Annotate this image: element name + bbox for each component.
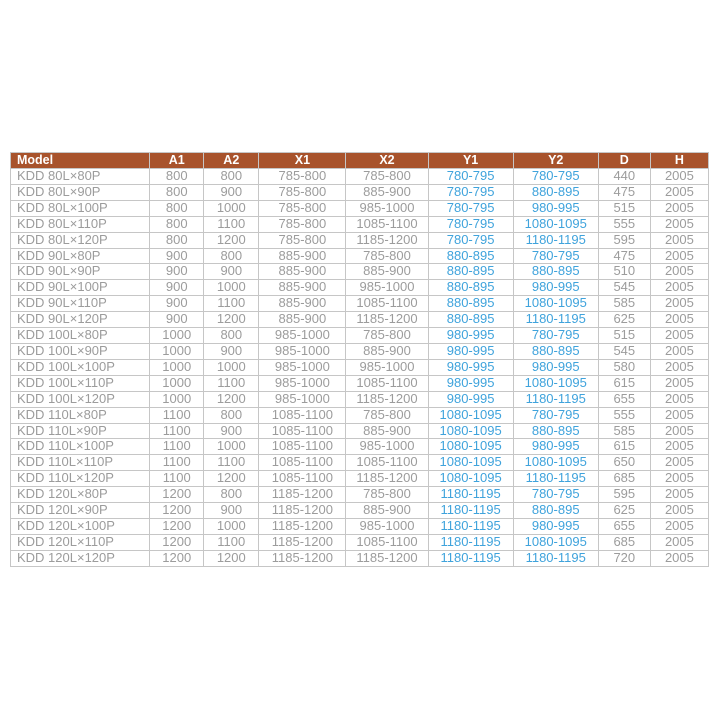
cell-a2: 1200 <box>204 550 259 566</box>
spec-table <box>10 152 709 567</box>
cell-a2: 900 <box>204 343 259 359</box>
cell-a2: 1000 <box>204 280 259 296</box>
cell-x2: 1085-1100 <box>346 216 428 232</box>
cell-y1: 980-995 <box>428 359 513 375</box>
cell-x2: 885-900 <box>346 503 428 519</box>
cell-x1: 785-800 <box>259 216 346 232</box>
cell-y2: 780-795 <box>513 407 598 423</box>
cell-h: 2005 <box>650 343 708 359</box>
cell-y2: 880-895 <box>513 264 598 280</box>
cell-h: 2005 <box>650 216 708 232</box>
cell-x2: 985-1000 <box>346 439 428 455</box>
cell-y1: 980-995 <box>428 343 513 359</box>
cell-x1: 985-1000 <box>259 391 346 407</box>
cell-a2: 1100 <box>204 534 259 550</box>
cell-h: 2005 <box>650 455 708 471</box>
table-row <box>11 264 709 280</box>
cell-model: KDD 110L×120P <box>11 471 150 487</box>
cell-a1: 1100 <box>150 423 204 439</box>
table-row <box>11 184 709 200</box>
cell-a1: 1000 <box>150 359 204 375</box>
cell-x2: 1185-1200 <box>346 232 428 248</box>
table-row <box>11 312 709 328</box>
cell-x2: 985-1000 <box>346 280 428 296</box>
cell-d: 615 <box>598 375 650 391</box>
cell-a1: 1200 <box>150 550 204 566</box>
cell-model: KDD 80L×110P <box>11 216 150 232</box>
cell-a1: 900 <box>150 248 204 264</box>
cell-x2: 985-1000 <box>346 359 428 375</box>
cell-a1: 1200 <box>150 534 204 550</box>
cell-y2: 1080-1095 <box>513 534 598 550</box>
cell-a2: 1100 <box>204 455 259 471</box>
cell-a1: 800 <box>150 200 204 216</box>
cell-y2: 980-995 <box>513 200 598 216</box>
cell-d: 595 <box>598 487 650 503</box>
cell-x1: 1085-1100 <box>259 471 346 487</box>
cell-y2: 1180-1195 <box>513 391 598 407</box>
cell-h: 2005 <box>650 439 708 455</box>
table-row <box>11 471 709 487</box>
table-row <box>11 280 709 296</box>
cell-a1: 900 <box>150 296 204 312</box>
cell-a1: 1100 <box>150 407 204 423</box>
cell-model: KDD 80L×120P <box>11 232 150 248</box>
cell-d: 625 <box>598 312 650 328</box>
cell-x1: 985-1000 <box>259 328 346 344</box>
cell-x1: 785-800 <box>259 169 346 185</box>
cell-d: 655 <box>598 518 650 534</box>
cell-x2: 785-800 <box>346 248 428 264</box>
cell-x2: 1085-1100 <box>346 534 428 550</box>
cell-y2: 1180-1195 <box>513 312 598 328</box>
cell-x2: 985-1000 <box>346 518 428 534</box>
cell-x2: 785-800 <box>346 169 428 185</box>
cell-a1: 800 <box>150 184 204 200</box>
cell-h: 2005 <box>650 184 708 200</box>
column-header-a2: A2 <box>204 153 259 169</box>
cell-x2: 1085-1100 <box>346 296 428 312</box>
cell-x1: 1085-1100 <box>259 455 346 471</box>
cell-a2: 1200 <box>204 471 259 487</box>
cell-a1: 900 <box>150 280 204 296</box>
cell-d: 545 <box>598 280 650 296</box>
cell-model: KDD 100L×110P <box>11 375 150 391</box>
cell-d: 475 <box>598 248 650 264</box>
table-body <box>11 169 709 567</box>
cell-a2: 1100 <box>204 375 259 391</box>
cell-d: 720 <box>598 550 650 566</box>
cell-model: KDD 110L×80P <box>11 407 150 423</box>
cell-model: KDD 110L×90P <box>11 423 150 439</box>
cell-d: 595 <box>598 232 650 248</box>
cell-x1: 985-1000 <box>259 359 346 375</box>
cell-y2: 1180-1195 <box>513 550 598 566</box>
cell-x2: 1185-1200 <box>346 312 428 328</box>
table-row <box>11 343 709 359</box>
cell-h: 2005 <box>650 296 708 312</box>
cell-model: KDD 80L×80P <box>11 169 150 185</box>
cell-x2: 885-900 <box>346 264 428 280</box>
cell-h: 2005 <box>650 359 708 375</box>
cell-a2: 800 <box>204 487 259 503</box>
cell-a1: 1000 <box>150 343 204 359</box>
cell-h: 2005 <box>650 248 708 264</box>
cell-a2: 1000 <box>204 439 259 455</box>
cell-model: KDD 100L×80P <box>11 328 150 344</box>
cell-x2: 785-800 <box>346 407 428 423</box>
cell-y1: 1180-1195 <box>428 534 513 550</box>
cell-d: 585 <box>598 423 650 439</box>
cell-a2: 1000 <box>204 200 259 216</box>
table-row <box>11 359 709 375</box>
cell-y2: 980-995 <box>513 518 598 534</box>
cell-x2: 1185-1200 <box>346 471 428 487</box>
cell-d: 515 <box>598 200 650 216</box>
cell-a1: 1000 <box>150 328 204 344</box>
cell-y1: 1080-1095 <box>428 439 513 455</box>
cell-y2: 780-795 <box>513 328 598 344</box>
table-row <box>11 550 709 566</box>
cell-x2: 1185-1200 <box>346 391 428 407</box>
cell-d: 615 <box>598 439 650 455</box>
table-row <box>11 296 709 312</box>
table-row <box>11 375 709 391</box>
cell-model: KDD 120L×100P <box>11 518 150 534</box>
cell-x1: 985-1000 <box>259 375 346 391</box>
cell-h: 2005 <box>650 550 708 566</box>
cell-a2: 800 <box>204 328 259 344</box>
cell-x2: 785-800 <box>346 328 428 344</box>
cell-h: 2005 <box>650 169 708 185</box>
cell-h: 2005 <box>650 375 708 391</box>
table-row <box>11 169 709 185</box>
cell-y1: 980-995 <box>428 375 513 391</box>
table-row <box>11 328 709 344</box>
cell-a2: 900 <box>204 503 259 519</box>
cell-y1: 1080-1095 <box>428 455 513 471</box>
table-row <box>11 200 709 216</box>
cell-y2: 780-795 <box>513 248 598 264</box>
cell-model: KDD 80L×100P <box>11 200 150 216</box>
cell-a2: 800 <box>204 169 259 185</box>
cell-y2: 780-795 <box>513 487 598 503</box>
cell-x1: 1185-1200 <box>259 550 346 566</box>
cell-x1: 885-900 <box>259 280 346 296</box>
cell-x1: 1185-1200 <box>259 503 346 519</box>
cell-y1: 980-995 <box>428 328 513 344</box>
cell-y1: 880-895 <box>428 296 513 312</box>
table-row <box>11 232 709 248</box>
cell-model: KDD 100L×100P <box>11 359 150 375</box>
table-row <box>11 439 709 455</box>
cell-a2: 800 <box>204 248 259 264</box>
cell-y2: 880-895 <box>513 184 598 200</box>
cell-y2: 980-995 <box>513 280 598 296</box>
cell-d: 555 <box>598 407 650 423</box>
cell-h: 2005 <box>650 471 708 487</box>
cell-a1: 1000 <box>150 375 204 391</box>
table-row <box>11 455 709 471</box>
column-header-x1: X1 <box>259 153 346 169</box>
cell-model: KDD 100L×90P <box>11 343 150 359</box>
cell-d: 440 <box>598 169 650 185</box>
table-row <box>11 487 709 503</box>
cell-a1: 800 <box>150 216 204 232</box>
cell-y1: 780-795 <box>428 169 513 185</box>
cell-h: 2005 <box>650 534 708 550</box>
cell-x1: 885-900 <box>259 296 346 312</box>
cell-a2: 1100 <box>204 296 259 312</box>
cell-d: 685 <box>598 534 650 550</box>
cell-d: 545 <box>598 343 650 359</box>
cell-d: 655 <box>598 391 650 407</box>
cell-y2: 1180-1195 <box>513 232 598 248</box>
cell-x1: 785-800 <box>259 184 346 200</box>
cell-x1: 885-900 <box>259 312 346 328</box>
cell-x1: 1185-1200 <box>259 518 346 534</box>
cell-y1: 1180-1195 <box>428 550 513 566</box>
cell-x2: 1085-1100 <box>346 375 428 391</box>
table-row <box>11 216 709 232</box>
cell-x2: 885-900 <box>346 343 428 359</box>
cell-x1: 1185-1200 <box>259 534 346 550</box>
cell-y1: 780-795 <box>428 184 513 200</box>
cell-a2: 1100 <box>204 216 259 232</box>
table-row <box>11 391 709 407</box>
cell-model: KDD 90L×120P <box>11 312 150 328</box>
cell-d: 475 <box>598 184 650 200</box>
cell-a1: 1100 <box>150 471 204 487</box>
cell-model: KDD 90L×90P <box>11 264 150 280</box>
cell-h: 2005 <box>650 487 708 503</box>
cell-y1: 1080-1095 <box>428 423 513 439</box>
cell-x1: 1185-1200 <box>259 487 346 503</box>
column-header-model: Model <box>11 153 150 169</box>
column-header-a1: A1 <box>150 153 204 169</box>
cell-model: KDD 120L×120P <box>11 550 150 566</box>
cell-x1: 785-800 <box>259 232 346 248</box>
table-header <box>11 153 709 169</box>
cell-model: KDD 80L×90P <box>11 184 150 200</box>
cell-h: 2005 <box>650 280 708 296</box>
cell-a1: 1200 <box>150 487 204 503</box>
cell-y2: 1080-1095 <box>513 375 598 391</box>
cell-d: 650 <box>598 455 650 471</box>
cell-model: KDD 100L×120P <box>11 391 150 407</box>
column-header-d: D <box>598 153 650 169</box>
cell-a1: 800 <box>150 169 204 185</box>
cell-a1: 900 <box>150 264 204 280</box>
cell-x2: 885-900 <box>346 184 428 200</box>
cell-h: 2005 <box>650 503 708 519</box>
column-header-y1: Y1 <box>428 153 513 169</box>
cell-y2: 1080-1095 <box>513 216 598 232</box>
cell-h: 2005 <box>650 407 708 423</box>
cell-y1: 1080-1095 <box>428 471 513 487</box>
cell-y2: 880-895 <box>513 343 598 359</box>
cell-d: 510 <box>598 264 650 280</box>
table-row <box>11 534 709 550</box>
table-row <box>11 407 709 423</box>
cell-x1: 1085-1100 <box>259 407 346 423</box>
cell-y1: 780-795 <box>428 216 513 232</box>
cell-a1: 1100 <box>150 439 204 455</box>
cell-x2: 885-900 <box>346 423 428 439</box>
cell-a2: 1000 <box>204 359 259 375</box>
cell-h: 2005 <box>650 264 708 280</box>
cell-y1: 980-995 <box>428 391 513 407</box>
cell-x1: 1085-1100 <box>259 439 346 455</box>
cell-a1: 1100 <box>150 455 204 471</box>
cell-y2: 1080-1095 <box>513 455 598 471</box>
cell-a2: 1200 <box>204 232 259 248</box>
cell-model: KDD 110L×110P <box>11 455 150 471</box>
cell-y1: 780-795 <box>428 200 513 216</box>
cell-x1: 985-1000 <box>259 343 346 359</box>
cell-a2: 1200 <box>204 391 259 407</box>
cell-x1: 885-900 <box>259 248 346 264</box>
cell-h: 2005 <box>650 391 708 407</box>
cell-d: 580 <box>598 359 650 375</box>
cell-x1: 885-900 <box>259 264 346 280</box>
column-header-x2: X2 <box>346 153 428 169</box>
cell-y2: 1180-1195 <box>513 471 598 487</box>
cell-x1: 1085-1100 <box>259 423 346 439</box>
cell-a2: 1000 <box>204 518 259 534</box>
cell-y1: 1180-1195 <box>428 503 513 519</box>
cell-model: KDD 120L×110P <box>11 534 150 550</box>
cell-y1: 880-895 <box>428 280 513 296</box>
cell-d: 515 <box>598 328 650 344</box>
cell-a2: 900 <box>204 423 259 439</box>
cell-model: KDD 90L×80P <box>11 248 150 264</box>
cell-d: 555 <box>598 216 650 232</box>
cell-h: 2005 <box>650 312 708 328</box>
cell-d: 585 <box>598 296 650 312</box>
header-row <box>11 153 709 169</box>
cell-model: KDD 120L×80P <box>11 487 150 503</box>
cell-a1: 1200 <box>150 503 204 519</box>
cell-y2: 880-895 <box>513 503 598 519</box>
table-row <box>11 503 709 519</box>
cell-a1: 1000 <box>150 391 204 407</box>
table-row <box>11 518 709 534</box>
cell-a2: 900 <box>204 184 259 200</box>
cell-model: KDD 90L×100P <box>11 280 150 296</box>
cell-model: KDD 120L×90P <box>11 503 150 519</box>
cell-h: 2005 <box>650 518 708 534</box>
cell-x2: 1085-1100 <box>346 455 428 471</box>
cell-h: 2005 <box>650 328 708 344</box>
cell-x2: 785-800 <box>346 487 428 503</box>
cell-y2: 980-995 <box>513 359 598 375</box>
cell-y2: 880-895 <box>513 423 598 439</box>
cell-model: KDD 90L×110P <box>11 296 150 312</box>
cell-x2: 985-1000 <box>346 200 428 216</box>
table-row <box>11 423 709 439</box>
cell-y2: 980-995 <box>513 439 598 455</box>
cell-y1: 780-795 <box>428 232 513 248</box>
cell-a2: 1200 <box>204 312 259 328</box>
column-header-h: H <box>650 153 708 169</box>
cell-h: 2005 <box>650 200 708 216</box>
cell-h: 2005 <box>650 423 708 439</box>
cell-a1: 800 <box>150 232 204 248</box>
cell-x1: 785-800 <box>259 200 346 216</box>
cell-y1: 880-895 <box>428 264 513 280</box>
cell-y2: 780-795 <box>513 169 598 185</box>
cell-y1: 1180-1195 <box>428 487 513 503</box>
cell-y1: 1180-1195 <box>428 518 513 534</box>
cell-x2: 1185-1200 <box>346 550 428 566</box>
column-header-y2: Y2 <box>513 153 598 169</box>
cell-a1: 900 <box>150 312 204 328</box>
cell-d: 625 <box>598 503 650 519</box>
spec-table-container <box>10 152 709 567</box>
cell-h: 2005 <box>650 232 708 248</box>
cell-a1: 1200 <box>150 518 204 534</box>
cell-y1: 1080-1095 <box>428 407 513 423</box>
cell-a2: 900 <box>204 264 259 280</box>
cell-y1: 880-895 <box>428 312 513 328</box>
cell-y2: 1080-1095 <box>513 296 598 312</box>
cell-a2: 800 <box>204 407 259 423</box>
cell-model: KDD 110L×100P <box>11 439 150 455</box>
cell-d: 685 <box>598 471 650 487</box>
cell-y1: 880-895 <box>428 248 513 264</box>
table-row <box>11 248 709 264</box>
